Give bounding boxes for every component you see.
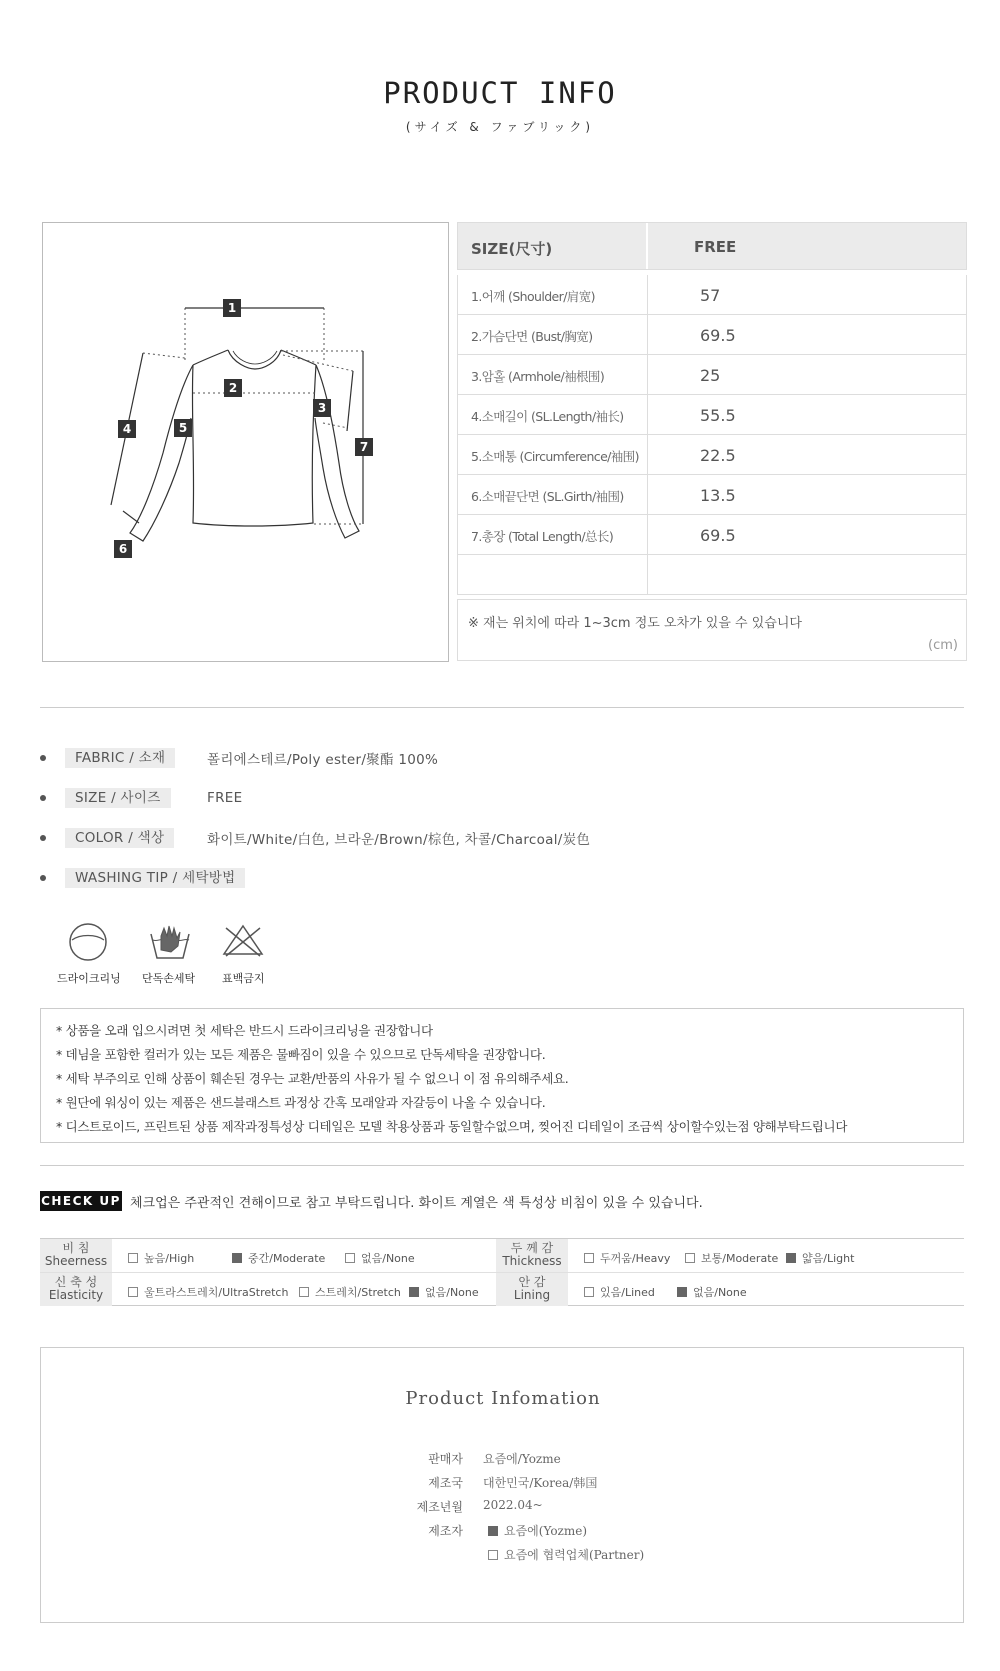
table-row xyxy=(457,515,967,555)
table-row xyxy=(457,275,967,315)
checkbox-icon xyxy=(128,1253,138,1263)
measure-value: 69.5 xyxy=(700,326,736,345)
checkup-table xyxy=(40,1238,964,1306)
sheerness-label-en: Sheerness xyxy=(44,1254,108,1268)
option-text: 있음/Lined xyxy=(600,1286,655,1299)
checkup-tag: CHECK UP xyxy=(40,1191,122,1211)
table-row xyxy=(457,315,967,355)
checkup-row-2 xyxy=(40,1273,964,1307)
thickness-option xyxy=(584,1250,670,1266)
elasticity-label-en: Elasticity xyxy=(48,1288,104,1302)
size-table-header xyxy=(457,222,967,270)
measure-value: 22.5 xyxy=(700,446,736,465)
checkup-text: 체크업은 주관적인 견해이므로 참고 부탁드립니다. 화이트 계열은 색 특성상 비침이 있을 수 있습니다. xyxy=(130,1196,703,1211)
lining-option xyxy=(584,1284,655,1300)
bullet-icon xyxy=(40,835,46,841)
measure-badge-5: 5 xyxy=(174,419,192,437)
measure-label: 1.어깨 (Shoulder/肩宽) xyxy=(458,275,648,314)
measure-badge-7: 7 xyxy=(355,438,373,456)
notice-item: * 원단에 워싱이 있는 제품은 샌드블래스트 과정상 간혹 모래알과 자갈등이 나올 수 있습니다. xyxy=(56,1095,546,1110)
table-row xyxy=(457,355,967,395)
measure-value: 69.5 xyxy=(700,526,736,545)
table-row xyxy=(457,435,967,475)
option-text: 울트라스트레치/UltraStretch xyxy=(144,1286,289,1299)
measure-label: 6.소매끝단면 (SL.Girth/袖围) xyxy=(458,475,648,514)
lining-label-en: Lining xyxy=(513,1288,551,1302)
elasticity-option xyxy=(299,1284,401,1300)
checkbox-icon xyxy=(345,1253,355,1263)
color-row xyxy=(40,828,591,848)
size-row xyxy=(40,788,243,808)
measure-label: 2.가슴단면 (Bust/胸宽) xyxy=(458,315,648,354)
manufacture-date-label: 제조년월 xyxy=(416,1500,463,1514)
option-text: 얇음/Light xyxy=(802,1252,855,1265)
measure-value xyxy=(648,555,966,594)
color-value: 화이트/White/白色, 브라운/Brown/棕色, 차콜/Charcoal/炭色 xyxy=(207,832,591,848)
checkbox-checked-icon xyxy=(786,1253,796,1263)
size-header-value: FREE xyxy=(694,238,737,256)
washing-row xyxy=(40,868,245,888)
checkbox-icon xyxy=(584,1253,594,1263)
measure-value: 25 xyxy=(700,366,721,385)
divider xyxy=(40,1165,964,1166)
sheerness-label-ko: 비 침 xyxy=(62,1241,90,1255)
option-text: 중간/Moderate xyxy=(248,1252,326,1265)
washing-label: WASHING TIP / 세탁방법 xyxy=(65,868,245,888)
no-bleach-label: 표백금지 xyxy=(222,972,265,985)
seller-label: 판매자 xyxy=(428,1452,463,1466)
no-bleach-icon xyxy=(213,920,273,964)
option-text: 없음/None xyxy=(693,1286,747,1299)
elasticity-option xyxy=(409,1284,479,1300)
fabric-row xyxy=(40,748,439,768)
thickness-label xyxy=(496,1239,568,1272)
elasticity-label-ko: 신 축 성 xyxy=(54,1275,98,1289)
measure-badge-4: 4 xyxy=(118,420,136,438)
lining-label-ko: 안 감 xyxy=(518,1275,546,1289)
fabric-value: 폴리에스테르/Poly ester/聚酯 100% xyxy=(207,752,439,768)
fabric-label: FABRIC / 소재 xyxy=(65,748,175,768)
sheerness-option xyxy=(232,1250,325,1266)
checkbox-icon xyxy=(584,1287,594,1297)
sheerness-option xyxy=(128,1250,194,1266)
checkbox-icon xyxy=(488,1550,498,1560)
page-subtitle: (サイズ & ファブリック) xyxy=(405,120,595,134)
option-text: 스트레치/Stretch xyxy=(315,1286,401,1299)
maker-option-2-text: 요즘에 협력업체(Partner) xyxy=(504,1548,645,1562)
sheerness-label xyxy=(40,1239,112,1272)
hand-wash-icon xyxy=(140,920,200,968)
bullet-icon xyxy=(40,875,46,881)
divider xyxy=(40,707,964,708)
elasticity-option xyxy=(128,1284,288,1300)
thickness-label-en: Thickness xyxy=(502,1254,562,1268)
checkbox-icon xyxy=(685,1253,695,1263)
maker-option-1-text: 요즘에(Yozme) xyxy=(504,1524,588,1538)
table-row xyxy=(457,555,967,595)
page-title: PRODUCT INFO xyxy=(383,76,617,110)
notice-item: * 상품을 오래 입으시려면 첫 세탁은 반드시 드라이크리닝을 권장합니다 xyxy=(56,1023,433,1038)
seller-value: 요즘에/Yozme xyxy=(483,1452,561,1466)
table-row xyxy=(457,395,967,435)
manufacture-date-value: 2022.04~ xyxy=(483,1498,543,1512)
bullet-icon xyxy=(40,755,46,761)
option-text: 없음/None xyxy=(425,1286,479,1299)
dry-cleaning-icon xyxy=(58,920,118,968)
checkbox-icon xyxy=(128,1287,138,1297)
checkbox-icon xyxy=(299,1287,309,1297)
thickness-label-ko: 두 께 감 xyxy=(510,1241,554,1255)
maker-option-1 xyxy=(488,1522,587,1539)
checkbox-checked-icon xyxy=(232,1253,242,1263)
option-text: 높음/High xyxy=(144,1252,195,1265)
thickness-option xyxy=(786,1250,854,1266)
notice-item: * 세탁 부주의로 인해 상품이 훼손된 경우는 교환/반품의 사유가 될 수 없으니 이 점 유의해주세요. xyxy=(56,1071,569,1086)
notice-item: * 디스트로이드, 프린트된 상품 제작과정특성상 디테일은 모델 착용상품과 동일할수없으며, 찢어진 디테일이 조금씩 상이할수있는점 양해부탁드립니다 xyxy=(56,1119,848,1134)
option-text: 없음/None xyxy=(361,1252,415,1265)
checkbox-checked-icon xyxy=(409,1287,419,1297)
sweater-body xyxy=(192,365,316,526)
color-label: COLOR / 색상 xyxy=(65,828,174,848)
measure-label: 3.암홀 (Armhole/袖根围) xyxy=(458,355,648,394)
size-table xyxy=(457,222,967,661)
option-text: 두꺼움/Heavy xyxy=(600,1252,671,1265)
unit-label: (cm) xyxy=(928,638,958,653)
hand-wash-label: 단독손세탁 xyxy=(142,972,196,985)
dry-cleaning-label: 드라이크리닝 xyxy=(57,972,121,985)
checkbox-checked-icon xyxy=(488,1526,498,1536)
maker-option-2 xyxy=(488,1546,644,1563)
sheerness-option xyxy=(345,1250,415,1266)
note-text: ※ 재는 위치에 따라 1~3cm 정도 오차가 있을 수 있습니다 xyxy=(468,616,802,631)
measure-badge-3: 3 xyxy=(313,399,331,417)
size-label: SIZE / 사이즈 xyxy=(65,788,171,808)
measure-badge-2: 2 xyxy=(224,379,242,397)
table-row xyxy=(457,475,967,515)
option-text: 보통/Moderate xyxy=(701,1252,779,1265)
measure-label: 5.소매통 (Circumference/袖围) xyxy=(458,435,648,474)
measure-label: 4.소매길이 (SL.Length/袖长) xyxy=(458,395,648,434)
thickness-option xyxy=(685,1250,778,1266)
country-label: 제조국 xyxy=(428,1476,463,1490)
product-information-box xyxy=(40,1347,964,1623)
measure-label xyxy=(458,555,648,594)
country-value: 대한민국/Korea/韩国 xyxy=(483,1476,598,1490)
lining-label xyxy=(496,1273,568,1306)
product-information-title: Product Infomation xyxy=(405,1388,601,1409)
maker-label: 제조자 xyxy=(428,1524,463,1538)
care-notices xyxy=(40,1008,964,1143)
garment-measurement-diagram xyxy=(42,222,449,662)
measurement-note xyxy=(457,599,967,661)
measure-label: 7.총장 (Total Length/总长) xyxy=(458,515,648,554)
bullet-icon xyxy=(40,795,46,801)
measure-badge-1: 1 xyxy=(223,299,241,317)
measure-value: 57 xyxy=(700,286,721,305)
checkup-row-1 xyxy=(40,1239,964,1273)
lining-option xyxy=(677,1284,747,1300)
measure-value: 13.5 xyxy=(700,486,736,505)
measure-value: 55.5 xyxy=(700,406,736,425)
measure-badge-6: 6 xyxy=(114,540,132,558)
size-value: FREE xyxy=(207,790,243,806)
sweater-outline xyxy=(43,223,448,661)
size-header-label: SIZE(尺寸) xyxy=(458,223,648,269)
notice-item: * 데님을 포함한 컬러가 있는 모든 제품은 물빠짐이 있을 수 있으므로 단독세탁을 권장합니다. xyxy=(56,1047,546,1062)
checkbox-checked-icon xyxy=(677,1287,687,1297)
elasticity-label xyxy=(40,1273,112,1306)
